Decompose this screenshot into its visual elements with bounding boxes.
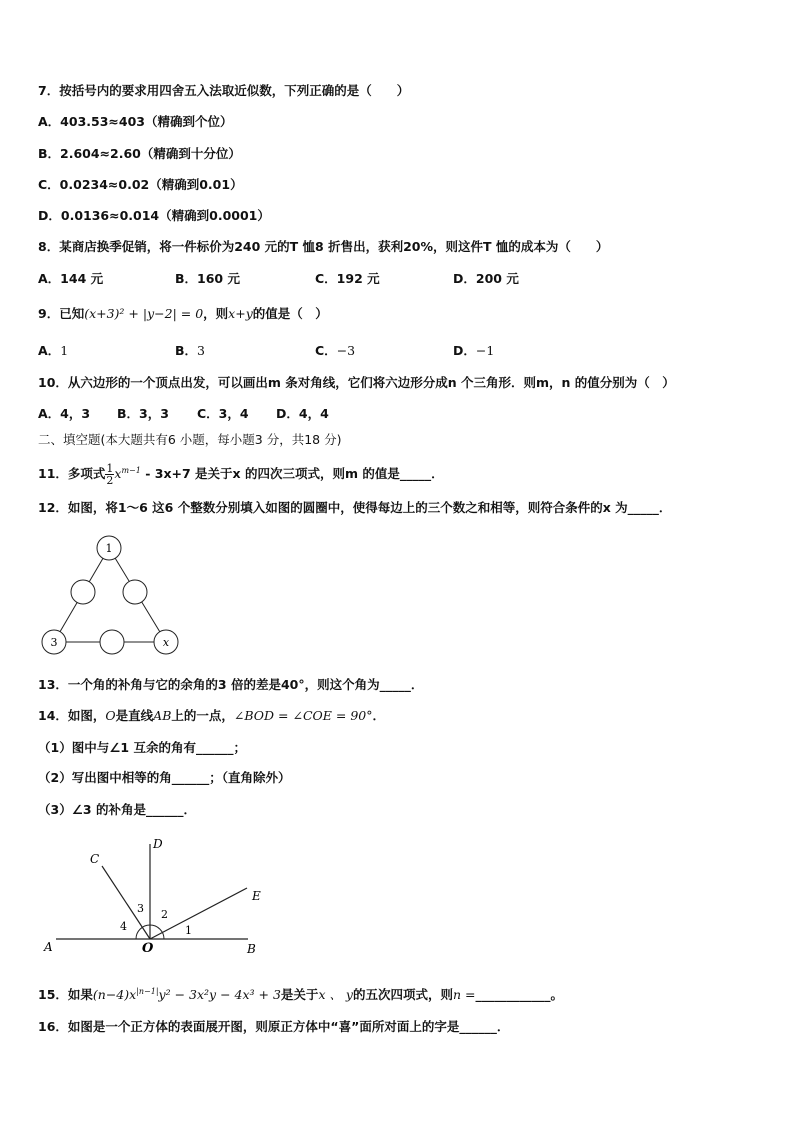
circle-label-top: 1 [105,542,113,555]
q15-exponent: |n−1| [136,987,159,996]
q8-stem: 8．某商店换季促销，将一件标价为240 元的T 恤8 折售出，获利20%，则这件T 恤的成本为（ ） [38,239,609,254]
q9-option-b: B．3 [175,343,205,358]
q14-condition: ∠BOD = ∠COE = 90° [233,708,373,723]
q9-option-d: D．−1 [453,343,495,358]
circle-right-middle [123,580,147,604]
q10-option-c: C．3，4 [197,406,249,421]
q7-option-d: D．0.0136≈0.014（精确到0.0001） [38,208,270,223]
label-b: B [247,942,256,956]
q7-option-a: A．403.53≈403（精确到个位） [38,114,233,129]
q9-expression: (x+3)² + |y−2| = 0 [84,306,204,321]
q10-option-b: B．3，3 [117,406,169,421]
q14-sub1: （1）图中与∠1 互余的角有______； [38,740,246,755]
q11-stem [38,456,444,489]
label-angle-3: 3 [137,902,144,915]
q13-stem: 13．一个角的补角与它的余角的3 倍的差是40°，则这个角为_____． [38,677,424,692]
q15-expression: (n−4)x [92,987,137,1003]
q10-stem: 10．从六边形的一个顶点出发，可以画出m 条对角线，它们将六边形分成n 个三角形．则m，n 的值分别为（ ） [38,375,675,390]
q8-option-b: B．160 元 [175,271,240,286]
q15-n: n = [453,987,476,1003]
q14-point-o: O [105,708,116,723]
q9-option-a: A．1 [38,343,69,358]
q9-mid: ，则 [203,306,229,321]
q15-blank: ____________。 [475,987,564,1003]
q8-option-d: D．200 元 [453,271,519,286]
q10-option-a: A．4，3 [38,406,91,421]
circle-bottom-middle [100,630,124,654]
q11-variable: x [114,466,122,482]
label-angle-1: 1 [185,924,192,937]
label-e: E [252,889,261,903]
q9-stem [38,306,328,322]
q14-line-ab: AB [153,708,172,723]
q14-sub3: （3）∠3 的补角是______． [38,802,196,817]
label-o: O [142,941,154,956]
q10-option-d: D．4，4 [276,406,329,421]
q7-option-b: B．2.604≈2.60（精确到十分位） [38,146,241,161]
label-angle-2: 2 [161,908,168,921]
label-c: C [90,852,100,866]
q15-stem: 15．如果$(n-4)x^{|n-1|}y^2 - 3x^2y - 4x^3 + 3$是关于x 、 y的五次四项式，则n =____________。 [38,987,564,1003]
q14-stem: 14．如图，O是直线AB上的一点，∠BOD = ∠COE = 90°． [38,708,385,723]
label-d: D [153,837,163,851]
q11-suffix: - 3x+7 是关于x 的四次三项式，则m 的值是_____． [145,466,444,482]
q15-expression-rest: y² − 3x²y − 4x³ + 3 [158,987,281,1003]
circle-label-bottom-right: x [162,636,170,649]
q7-stem: 7．按括号内的要求用四舍五入法取近似数，下列正确的是（ ） [38,83,410,98]
q16-stem: 16．如图是一个正方体的表面展开图，则原正方体中“喜”面所对面上的字是______． [38,1019,510,1034]
section-heading-fill-in: 二、填空题(本大题共有6 小题，每小题3 分，共18 分) [38,432,342,447]
q11-fraction: $\frac{1}{2}$ [106,462,114,488]
q11-prefix: 11．多项式 [38,466,106,482]
q14-sub2: （2）写出图中相等的角______；（直角除外） [38,770,291,785]
label-a: A [44,940,53,954]
q15-variables: x 、 y [318,987,353,1003]
q9-prefix: 9．已知 [38,306,85,321]
q12-stem: 12．如图，将1～6 这6 个整数分别填入如图的圆圈中，使得每边上的三个数之和相等，则符合条件的x 为_____． [38,500,672,515]
circle-label-bottom-left: 3 [50,636,58,649]
q7-option-c: C．0.0234≈0.02（精确到0.01） [38,177,243,192]
q11-exponent: m−1 [121,466,141,475]
q8-option-c: C．192 元 [315,271,380,286]
q14-angle-figure [38,830,278,960]
q9-suffix: 的值是（ ） [252,306,328,321]
q8-option-a: A．144 元 [38,271,104,286]
q9-expression-sum: x+y [228,306,253,321]
circle-left-middle [71,580,95,604]
q9-option-c: C．−3 [315,343,356,358]
label-angle-4: 4 [120,920,127,933]
q12-triangle-figure [38,534,183,658]
